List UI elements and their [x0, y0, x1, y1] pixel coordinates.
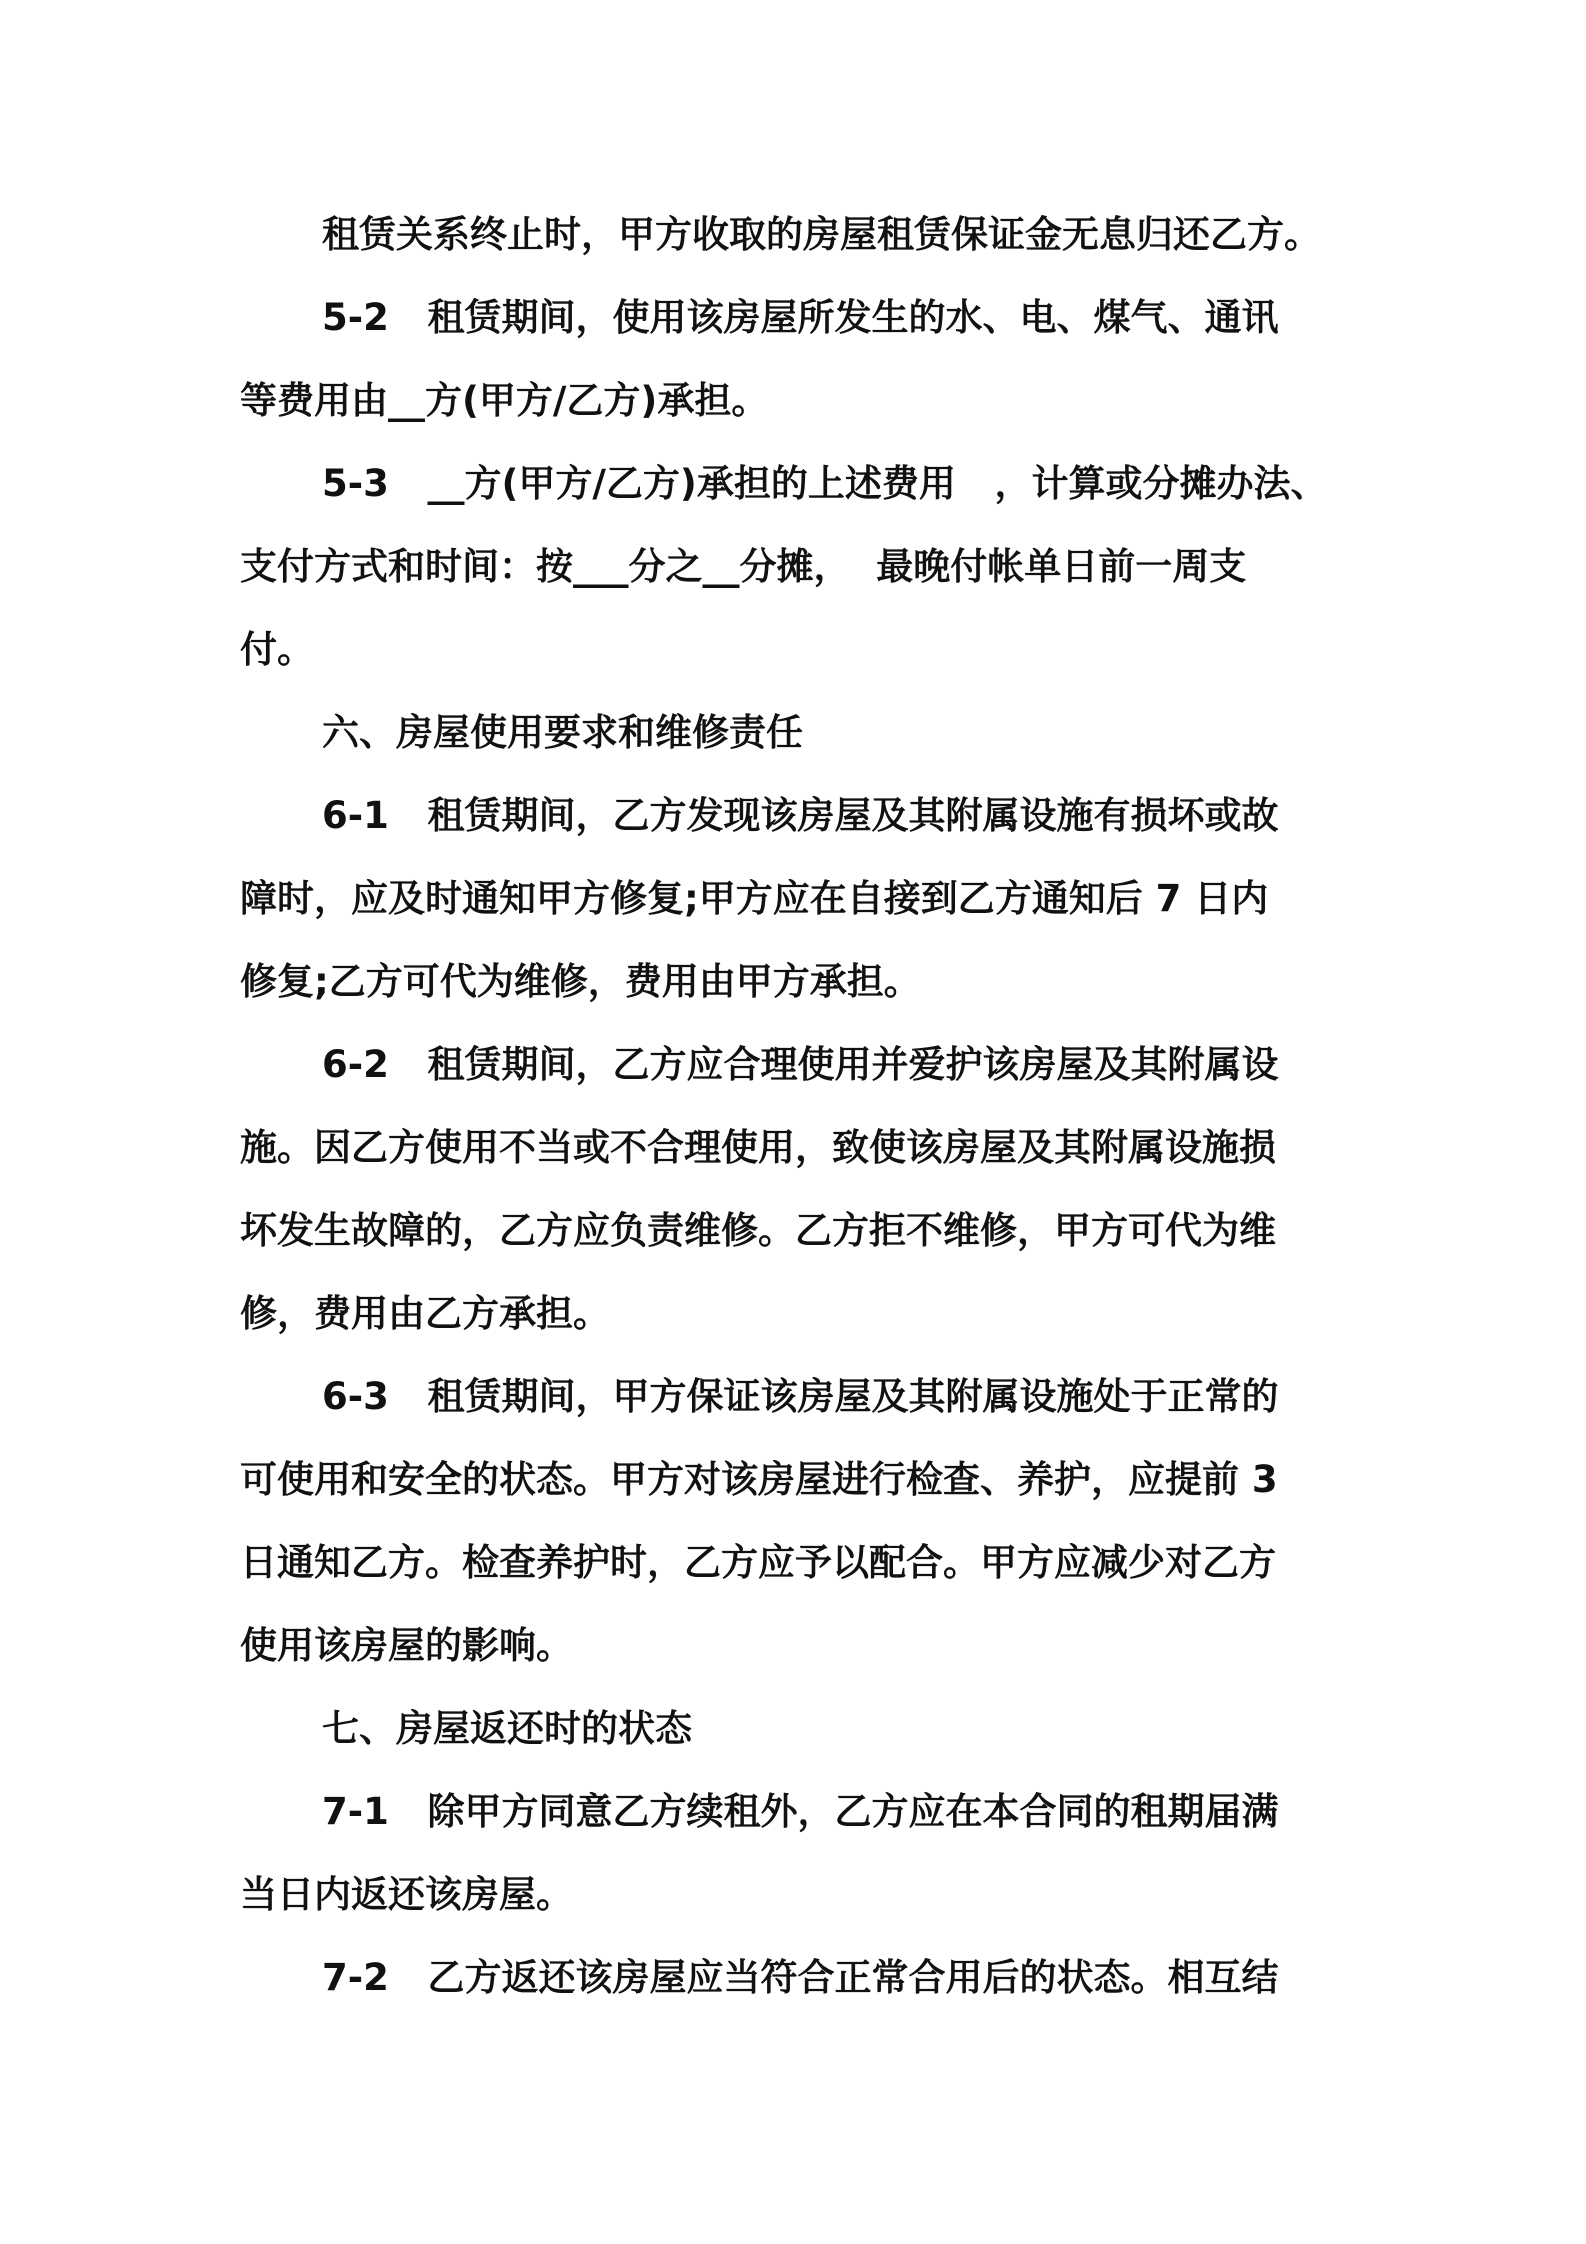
text-line: 施。因乙方使用不当或不合理使用，致使该房屋及其附属设施损	[240, 1126, 1276, 1169]
text-line: 使用该房屋的影响。	[240, 1624, 573, 1667]
text-line: 6-2 租赁期间，乙方应合理使用并爱护该房屋及其附属设	[322, 1043, 1279, 1086]
text-line: 可使用和安全的状态。甲方对该房屋进行检查、养护，应提前 3	[240, 1458, 1278, 1501]
document-page	[240, 193, 1360, 2019]
text-line: 5-2 租赁期间，使用该房屋所发生的水、电、煤气、通讯	[322, 296, 1279, 339]
text-line: 修复;乙方可代为维修，费用由甲方承担。	[240, 960, 921, 1003]
text-line: 等费用由__方(甲方/乙方)承担。	[240, 379, 769, 422]
text-line: 租赁关系终止时，甲方收取的房屋租赁保证金无息归还乙方。	[322, 213, 1321, 256]
text-line: 付。	[240, 628, 314, 671]
text-line: 6-3 租赁期间，甲方保证该房屋及其附属设施处于正常的	[322, 1375, 1279, 1418]
text-line: 支付方式和时间：按___分之__分摊， 最晚付帐单日前一周支	[240, 545, 1247, 588]
text-line: 5-3 __方(甲方/乙方)承担的上述费用 ，计算或分摊办法、	[322, 462, 1328, 505]
section-heading: 七、房屋返还时的状态	[322, 1707, 692, 1750]
text-line: 当日内返还该房屋。	[240, 1873, 573, 1916]
text-line: 7-1 除甲方同意乙方续租外，乙方应在本合同的租期届满	[322, 1790, 1279, 1833]
section-heading: 六、房屋使用要求和维修责任	[322, 711, 803, 754]
text-line: 日通知乙方。检查养护时，乙方应予以配合。甲方应减少对乙方	[240, 1541, 1276, 1584]
text-line: 坏发生故障的，乙方应负责维修。乙方拒不维修，甲方可代为维	[240, 1209, 1276, 1252]
text-line: 6-1 租赁期间，乙方发现该房屋及其附属设施有损坏或故	[322, 794, 1279, 837]
text-line: 修，费用由乙方承担。	[240, 1292, 610, 1335]
text-line: 障时，应及时通知甲方修复;甲方应在自接到乙方通知后 7 日内	[240, 877, 1269, 920]
text-line: 7-2 乙方返还该房屋应当符合正常合用后的状态。相互结	[322, 1956, 1279, 1999]
